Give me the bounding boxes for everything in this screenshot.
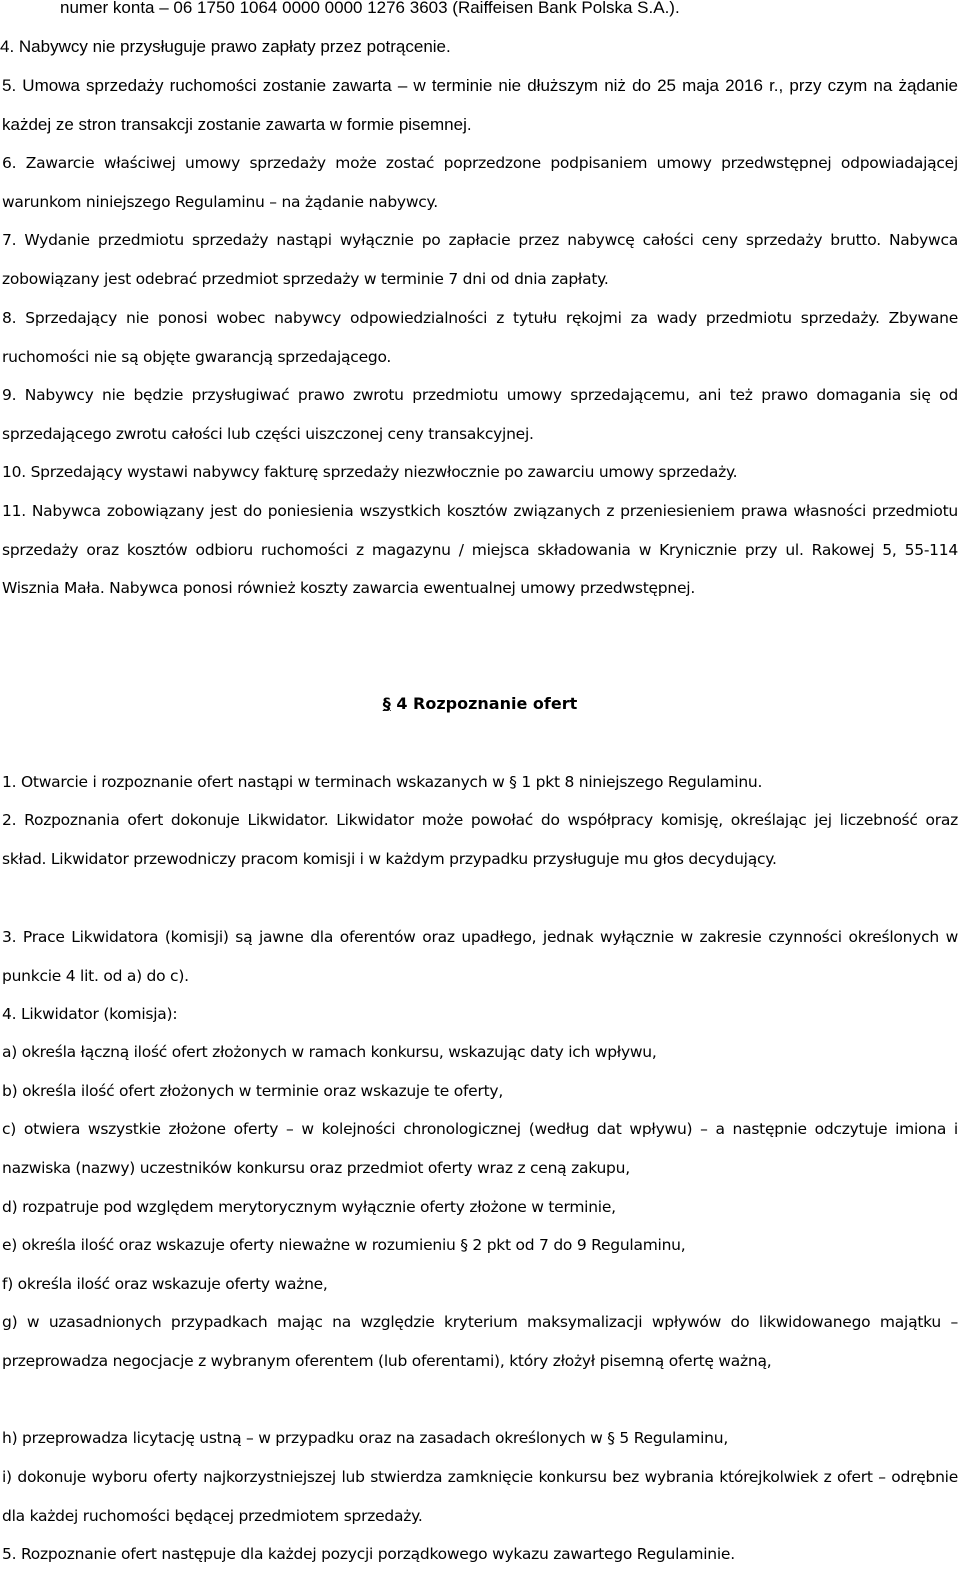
section-paragraph-5: 5. Rozpoznanie ofert następuje dla każdej pozycji porządkowego wykazu zawartego Regulaminie. xyxy=(2,1545,735,1563)
account-number-line: numer konta – 06 1750 1064 0000 0000 1276 3603 (Raiffeisen Bank Polska S.A.). xyxy=(60,0,680,17)
list-item-h: h) przeprowadza licytację ustną – w przypadku oraz na zasadach określonych w § 5 Regulaminu, xyxy=(2,1429,729,1447)
paragraph-10: 10. Sprzedający wystawi nabywcy fakturę sprzedaży niezwłocznie po zawarciu umowy sprzedaży. xyxy=(2,463,738,481)
section-paragraph-4: 4. Likwidator (komisja): xyxy=(2,1005,178,1023)
list-item-a: a) określa łączną ilość ofert złożonych w ramach konkursu, wskazując daty ich wpływu, xyxy=(2,1043,657,1061)
section-paragraph-2: 2. Rozpoznania ofert dokonuje Likwidator. Likwidator może powołać do współpracy komisję, określając jej liczebność oraz skład. Likwidator przewodniczy pracom komisji i w każdym przypadku przysługuje mu głos decydujący. xyxy=(2,811,958,868)
paragraph-6: 6. Zawarcie właściwej umowy sprzedaży może zostać poprzedzone podpisaniem umowy przedwstępnej odpowiadającej warunkom niniejszego Regulaminu – na żądanie nabywcy. xyxy=(2,154,958,211)
list-item-i: i) dokonuje wyboru oferty najkorzystniejszej lub stwierdza zamknięcie konkursu bez wybrania którejkolwiek z ofert – odrębnie dla każdej ruchomości będącej przedmiotem sprzedaży. xyxy=(2,1468,958,1525)
paragraph-7: 7. Wydanie przedmiotu sprzedaży nastąpi wyłącznie po zapłacie przez nabywcę całości ceny sprzedaży brutto. Nabywca zobowiązany jest odebrać przedmiot sprzedaży w terminie 7 dni od dnia zapłaty. xyxy=(2,231,958,288)
section-paragraph-3: 3. Prace Likwidatora (komisji) są jawne dla oferentów oraz upadłego, jednak wyłącznie w zakresie czynności określonych w punkcie 4 lit. od a) do c). xyxy=(2,928,958,985)
list-item-e: e) określa ilość oraz wskazuje oferty nieważne w rozumieniu § 2 pkt od 7 do 9 Regulaminu, xyxy=(2,1236,686,1254)
list-item-d: d) rozpatruje pod względem merytorycznym wyłącznie oferty złożone w terminie, xyxy=(2,1198,616,1216)
section-symbol: § xyxy=(382,694,391,713)
section-paragraph-1: 1. Otwarcie i rozpoznanie ofert nastąpi w terminach wskazanych w § 1 pkt 8 niniejszego Regulaminu. xyxy=(2,773,763,791)
list-item-b: b) określa ilość ofert złożonych w terminie oraz wskazuje te oferty, xyxy=(2,1082,504,1100)
list-item-f: f) określa ilość oraz wskazuje oferty ważne, xyxy=(2,1275,328,1293)
paragraph-4: 4. Nabywcy nie przysługuje prawo zapłaty przez potrącenie. xyxy=(0,37,451,56)
list-item-c: c) otwiera wszystkie złożone oferty – w kolejności chronologicznej (według dat wpływu) – a następnie odczytuje imiona i nazwiska (nazwy) uczestników konkursu oraz przedmiot oferty wraz z ceną zakupu, xyxy=(2,1120,958,1177)
section-title: 4 Rozpoznanie ofert xyxy=(396,694,578,713)
paragraph-5: 5. Umowa sprzedaży ruchomości zostanie zawarta – w terminie nie dłuższym niż do 25 maja 2016 r., przy czym na żądanie każdej ze stron transakcji zostanie zawarta w formie pisemnej. xyxy=(2,76,958,134)
paragraph-11: 11. Nabywca zobowiązany jest do poniesienia wszystkich kosztów związanych z przeniesieniem prawa własności przedmiotu sprzedaży oraz kosztów odbioru ruchomości z magazynu / miejsca składowania w Krynicznie przy ul. Rakowej 5, 55-114 Wisznia Mała. Nabywca ponosi również koszty zawarcia ewentualnej umowy przedwstępnej. xyxy=(2,502,958,598)
paragraph-9: 9. Nabywcy nie będzie przysługiwać prawo zwrotu przedmiotu umowy sprzedającemu, ani też prawo domagania się od sprzedającego zwrotu całości lub części uiszczonej ceny transakcyjnej. xyxy=(2,386,958,443)
list-item-g: g) w uzasadnionych przypadkach mając na względzie kryterium maksymalizacji wpływów do likwidowanego majątku – przeprowadza negocjacje z wybranym oferentem (lub oferentami), który złożył pisemną ofertę ważną, xyxy=(2,1313,958,1370)
section-heading xyxy=(0,685,960,723)
paragraph-8: 8. Sprzedający nie ponosi wobec nabywcy odpowiedzialności z tytułu rękojmi za wady przedmiotu sprzedaży. Zbywane ruchomości nie są objęte gwarancją sprzedającego. xyxy=(2,309,958,366)
